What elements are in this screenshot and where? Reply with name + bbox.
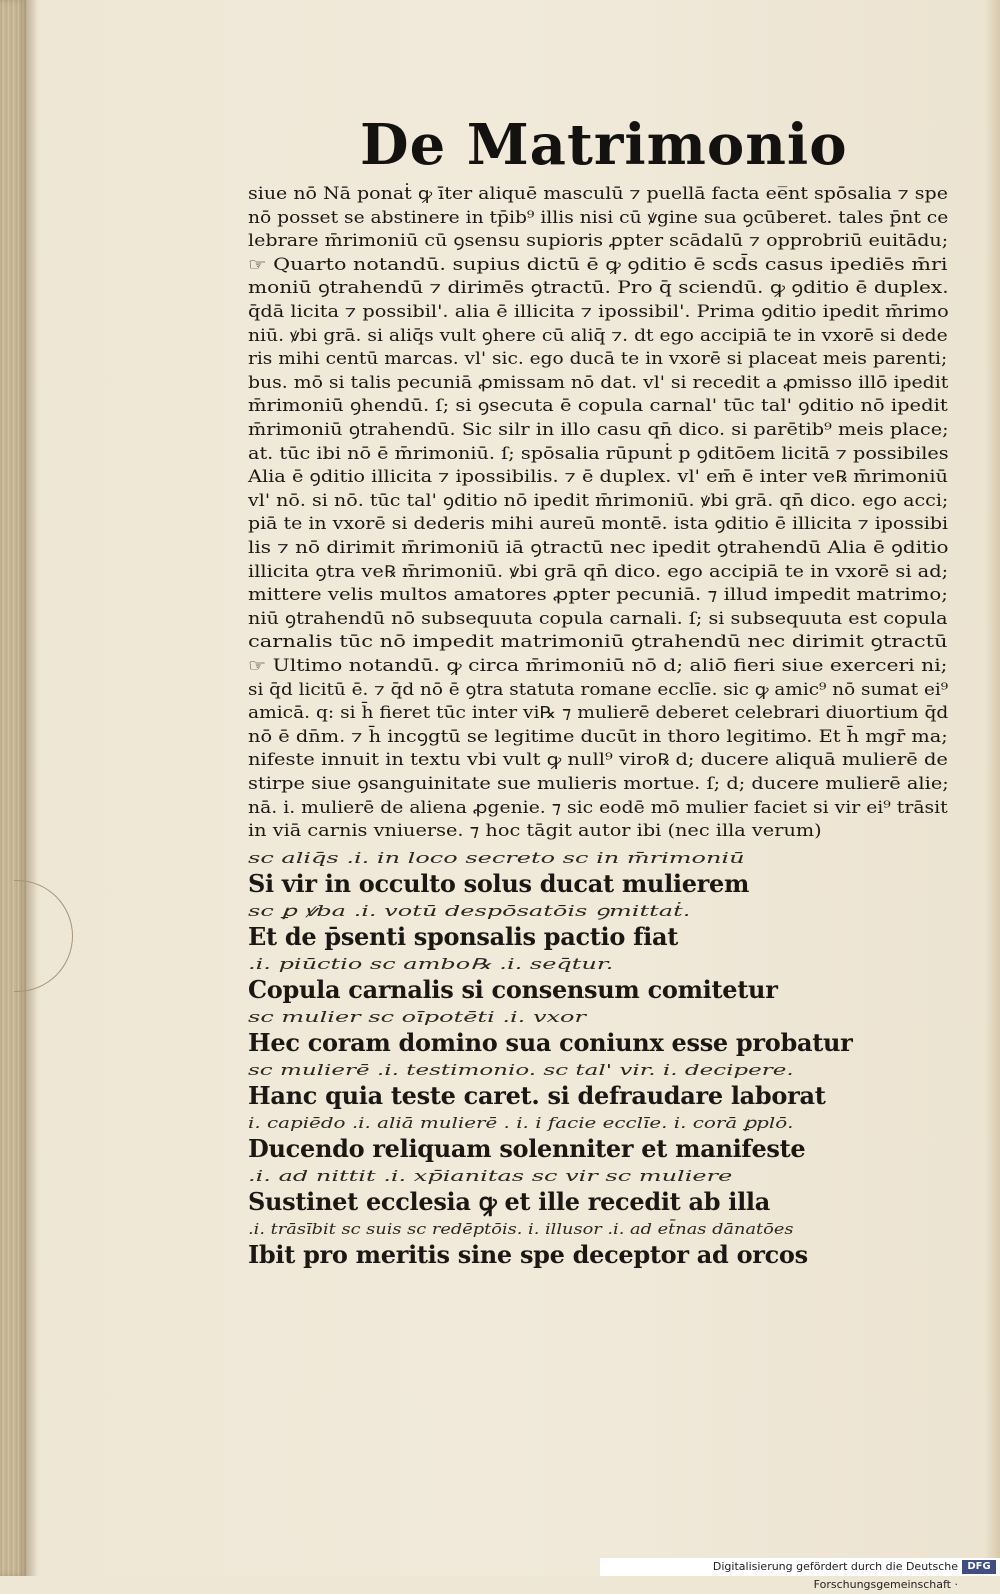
prose-line: nō posset se abstinere in tp̄ib⁹ illis nisi cū ꝟgine sua ꝯcūberet. tales p̄nt ce xyxy=(248,207,949,227)
page-heading: De Matrimonio xyxy=(360,112,848,178)
verse-line: Hanc quia teste caret. si defraudare laborat xyxy=(248,1080,826,1110)
gloss-line: .i. ad nittit .i. xp̄ianitas sc vir sc muliere xyxy=(248,1166,733,1185)
gloss-line: sc mulierē .i. testimonio. sc tal' vir. i. decipere. xyxy=(248,1060,794,1079)
digitization-credit xyxy=(600,1558,1000,1591)
prose-line: mittere velis multos amatores ꝓpter pecuniā. ⁊ illud impedit matrimo; xyxy=(248,585,948,605)
prose-line: amicā. q: si h̄ fieret tūc inter vi℞ ⁊ mulierē deberet celebrari diuortium q̄d xyxy=(248,703,949,723)
prose-line: moniū ꝯtrahendū ⁊ dirimēs ꝯtractū. Pro q̄ sciendū. ꝙ ꝯditio ē duplex. xyxy=(248,278,949,298)
prose-line: piā te in vxorē si dederis mihi aureū montē. ista ꝯditio ē illicita ⁊ ipossibi xyxy=(248,514,949,534)
gloss-line: .i. piūctio sc ambo℞ .i. seq̄tur. xyxy=(248,954,614,973)
gloss-line: .i. trāsībit sc suis sc redēptōis. i. illusor .i. ad et̄nas dānatōes xyxy=(248,1219,794,1238)
verse-line: Ducendo reliquam solenniter et manifeste xyxy=(248,1133,806,1163)
prose-line: in viā carnis vniuerse. ⁊ hoc tāgit autor ibi (nec illa verum) xyxy=(248,821,822,841)
prose-line: vl' nō. si nō. tūc tal' ꝯditio nō ipedit m̄rimoniū. ꝟbi grā. qn̄ dico. ego acci; xyxy=(248,490,949,510)
prose-line: illicita ꝯtra ve℞ m̄rimoniū. ꝟbi grā qn̄ dico. ego accipiā te in vxorē si ad; xyxy=(248,561,949,581)
verse-line: Copula carnalis si consensum comitetur xyxy=(248,974,778,1004)
prose-line: m̄rimoniū ꝯtrahendū. Sic silr in illo casu qn̄ dico. si parētib⁹ meis place; xyxy=(248,420,949,439)
prose-line: ☞ Quarto notandū. supius dictū ē ꝙ ꝯditio ē scd̄s casus ipediēs m̄ri xyxy=(248,254,948,274)
prose-line: carnalis tūc nō impedit matrimoniū ꝯtrahendū nec dirimit ꝯtractū xyxy=(248,632,948,652)
verse-line: Ibit pro meritis sine spe deceptor ad orcos xyxy=(248,1239,808,1269)
prose-line: ris mihi centū marcas. vl' sic. ego ducā te in vxorē si placeat meis parenti; xyxy=(248,349,948,369)
prose-line: bus. mō si talis pecuniā ꝓmissam nō dat. vl' si recedit a ꝓmisso illō ipedit xyxy=(248,372,949,392)
prose-line: q̄dā licita ⁊ possibil'. alia ē illicita ⁊ ipossibil'. Prima ꝯditio ipedit m̄rimo xyxy=(248,302,949,321)
prose-line: ☞ Ultimo notandū. ꝙ circa m̄rimoniū nō d; aliō fieri siue exerceri ni; xyxy=(248,656,948,675)
gloss-line: sc mulier sc oīpotēti .i. vxor xyxy=(248,1007,586,1026)
gloss-line: sc aliq̄s .i. in loco secreto sc in m̄rimoniū xyxy=(248,848,745,867)
verse-line: Si vir in occulto solus ducat mulierem xyxy=(248,868,750,898)
prose-line: m̄rimoniū ꝯhendū. ſ; si ꝯsecuta ē copula carnal' tūc tal' ꝯditio nō ipedit xyxy=(248,396,948,416)
dfg-logo: DFG xyxy=(962,1560,996,1574)
prose-line: stirpe siue ꝯsanguinitate sue mulieris mortue. ſ; d; ducere mulierē alie; xyxy=(248,774,949,793)
prose-line: niū. ꝟbi grā. si aliq̄s vult ꝯhere cū aliq̄ ⁊. dt ego accipiā te in vxorē si dede xyxy=(248,325,948,345)
prose-line: Alia ē ꝯditio illicita ⁊ ipossibilis. ⁊ ē duplex. vl' em̄ ē inter ve℞ m̄rimoniū xyxy=(248,467,949,487)
verse-line: Et de p̄senti sponsalis pactio fiat xyxy=(248,921,679,951)
prose-line: siue nō Nā ponaṫ ꝙ īter aliquē masculū ⁊ puellā facta ee̅nt spōsalia ⁊ spe xyxy=(248,184,948,203)
prose-line: lebrare m̄rimoniū cū ꝯsensu supioris ꝓpter scādalū ⁊ opprobriū euitādu; xyxy=(248,231,949,251)
gloss-line: sc ꝑ ꝟba .i. votū despōsatōis ꝯmittaṫ. xyxy=(248,901,691,920)
verse-line: Sustinet ecclesia ꝙ et ille recedit ab illa xyxy=(248,1186,770,1216)
credit-text: Digitalisierung gefördert durch die Deutsche Forschungsgemeinschaft · xyxy=(712,1560,958,1591)
prose-line: lis ⁊ nō dirimit m̄rimoniū iā ꝯtractū nec ipedit ꝯtrahendū Alia ē ꝯditio xyxy=(248,538,949,557)
prose-line: at. tūc ibi nō ē m̄rimoniū. ſ; spōsalia rūpunṫ p ꝯditōem licitā ⁊ possibiles xyxy=(248,443,949,463)
prose-line: nō ē dn̄m. ⁊ h̄ incꝯgtū se legitime ducūt in thoro legitimo. Et h̄ mgr̄ ma; xyxy=(248,726,948,746)
gloss-line: i. capiēdo .i. aliā mulierē . i. i facie ecclīe. i. corā ꝑplō. xyxy=(248,1113,794,1132)
prose-line: si q̄d licitū ē. ⁊ q̄d nō ē ꝯtra statuta romane ecclīe. sic ꝙ amic⁹ nō sumat ei⁹ xyxy=(248,679,949,699)
prose-line: nifeste innuit in textu vbi vult ꝙ null⁹ viro℞ d; ducere aliquā mulierē de xyxy=(248,750,948,770)
verse-line: Hec coram domino sua coniunx esse probatur xyxy=(248,1027,853,1057)
prose-line: niū ꝯtrahendū nō subsequuta copula carnali. ſ; si subsequuta est copula xyxy=(248,608,948,628)
prose-line: nā. i. mulierē de aliena ꝓgenie. ⁊ sic eodē mō mulier faciet si vir ei⁹ trāsit xyxy=(248,797,948,817)
